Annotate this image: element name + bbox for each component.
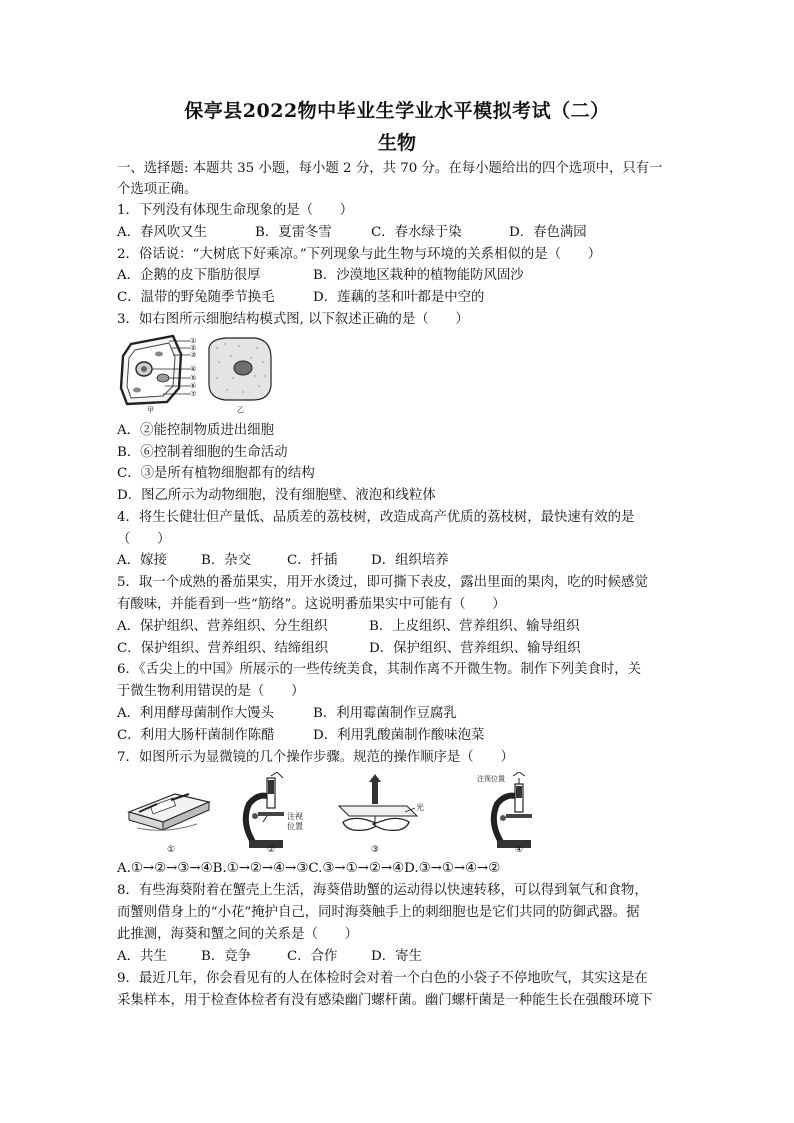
question-4-stem-cont: （ ） [117, 532, 171, 547]
watch-label-a: 注视 [287, 812, 303, 821]
label-5: ⑤ [190, 374, 197, 382]
question-9-stem-cont: 采集样本，用于检查体检者有没有感染幽门螺杆菌。幽门螺杆菌是一种能生长在强酸环境下 [117, 993, 653, 1008]
question-4-stem: 4．将生长健壮但产量低、品质差的荔枝树，改造成高产优质的荔枝树，最快速有效的是 [117, 510, 635, 525]
caption-yi: 乙 [237, 406, 244, 414]
caption-jia: 甲 [147, 406, 154, 414]
option-d: D．利用乳酸菌制作酸味泡菜 [313, 728, 485, 743]
label-1: ① [190, 337, 197, 345]
animal-cell-diagram [209, 338, 271, 400]
option-a: A．共生 [117, 949, 167, 964]
step-3-hands-diagram [339, 774, 417, 830]
question-6-stem: 6．《舌尖上的中国》所展示的一些传统美食，其制作离不开微生物。制作下列美食时，关 [117, 662, 642, 677]
step-3-label: ③ [371, 845, 380, 855]
question-1-stem: 1．下列没有体现生命现象的是（ ） [117, 203, 354, 218]
watch-label-b: 位置 [287, 822, 303, 831]
option-c: C．保护组织、营养组织、结缔组织 [117, 641, 329, 656]
question-3-option-b: B．⑥控制着细胞的生命活动 [117, 445, 288, 460]
step-1-slide-diagram [129, 794, 209, 830]
option-a: A．春风吹又生 [117, 225, 208, 240]
question-3-option-c: C．③是所有植物细胞都有的结构 [117, 466, 315, 481]
section-instruction-cont: 个选项正确。 [117, 182, 198, 197]
label-4: ④ [190, 365, 197, 373]
question-9-stem: 9．最近几年，你会看见有的人在体检时会对着一个白色的小袋子不停地吹气，其实这是在 [117, 971, 648, 986]
option-c: C．温带的野兔随季节换毛 [117, 290, 275, 305]
microscope-steps-figure [117, 772, 587, 858]
option-b: B．杂交 [201, 553, 252, 568]
question-8-stem-cont: 而蟹则借身上的“小花”掩护自己，同时海葵触手上的刺细胞也是它们共同的防御武器。据 [117, 905, 640, 920]
option-c: C．春水绿于染 [371, 225, 462, 240]
option-c: C．利用大肠杆菌制作陈醋 [117, 728, 275, 743]
option-b: B．竞争 [201, 949, 252, 964]
watch-label-c: 注视位置 [477, 775, 505, 783]
option-a: A．保护组织、营养组织、分生组织 [117, 619, 328, 634]
step-4-microscope-diagram [494, 772, 532, 848]
cell-structure-figure [117, 332, 277, 414]
step-1-label: ① [167, 845, 176, 855]
question-7-stem: 7．如图所示为显微镜的几个操作步骤。规范的操作顺序是（ ） [117, 750, 514, 765]
label-6: ⑥ [190, 382, 197, 390]
question-5-stem-cont: 有酸味，并能看到一些“筋络”。这说明番茄果实中可能有（ ） [117, 597, 506, 612]
option-a: A．利用酵母菌制作大馒头 [117, 706, 274, 721]
option-b: B．利用霉菌制作豆腐乳 [313, 706, 457, 721]
option-a: A．企鹅的皮下脂肪很厚 [117, 268, 261, 283]
label-2: ② [190, 344, 197, 352]
question-5-stem: 5．取一个成熟的番茄果实，用开水烫过，即可撕下表皮，露出里面的果肉，吃的时候感觉 [117, 575, 648, 590]
question-8-stem: 8．有些海葵附着在蟹壳上生活，海葵借助蟹的运动得以快速转移，可以得到氧气和食物， [117, 883, 648, 898]
exam-title: 保亭县2022物中毕业生学业水平模拟考试（二） [184, 100, 610, 122]
option-d: D．保护组织、营养组织、输导组织 [369, 641, 581, 656]
step-2-microscope-diagram [246, 772, 284, 848]
section-instruction: 一、选择题: 本题共 35 小题，每小题 2 分，共 70 分。在每小题给出的四个选项中，只有一 [117, 161, 663, 176]
option-a: A．嫁接 [117, 553, 167, 568]
option-d: D．寄生 [371, 949, 422, 964]
question-3-option-a: A．②能控制物质进出细胞 [117, 423, 274, 438]
step-4-label: ④ [515, 845, 524, 855]
question-2-stem: 2．俗话说：“大树底下好乘凉。”下列现象与此生物与环境的关系相似的是（ ） [117, 247, 602, 262]
question-6-stem-cont: 于微生物利用错误的是（ ） [117, 684, 305, 699]
question-3-option-d: D．图乙所示为动物细胞，没有细胞壁、液泡和线粒体 [117, 488, 436, 503]
step-2-label: ② [267, 845, 276, 855]
option-d: D．春色满园 [509, 225, 587, 240]
question-7-options: A.①→②→③→④B.①→②→④→③C.③→①→②→④D.③→①→④→② [117, 861, 501, 876]
label-3: ③ [190, 351, 197, 359]
option-c: C．合作 [287, 949, 338, 964]
option-c: C．扦插 [287, 553, 338, 568]
question-8-stem-cont-2: 此推测，海葵和蟹之间的关系是（ ） [117, 927, 359, 942]
option-b: B．沙漠地区栽种的植物能防风固沙 [313, 268, 524, 283]
option-d: D．组织培养 [371, 553, 449, 568]
option-b: B．上皮组织、营养组织、输导组织 [369, 619, 580, 634]
label-7: ⑦ [190, 390, 197, 398]
option-b: B．夏雷冬雪 [255, 225, 332, 240]
subject-title: 生物 [377, 132, 416, 154]
option-d: D．莲藕的茎和叶都是中空的 [313, 290, 485, 305]
light-label: 光 [416, 803, 424, 812]
question-3-stem: 3．如右图所示细胞结构模式图, 以下叙述正确的是（ ） [117, 312, 469, 327]
